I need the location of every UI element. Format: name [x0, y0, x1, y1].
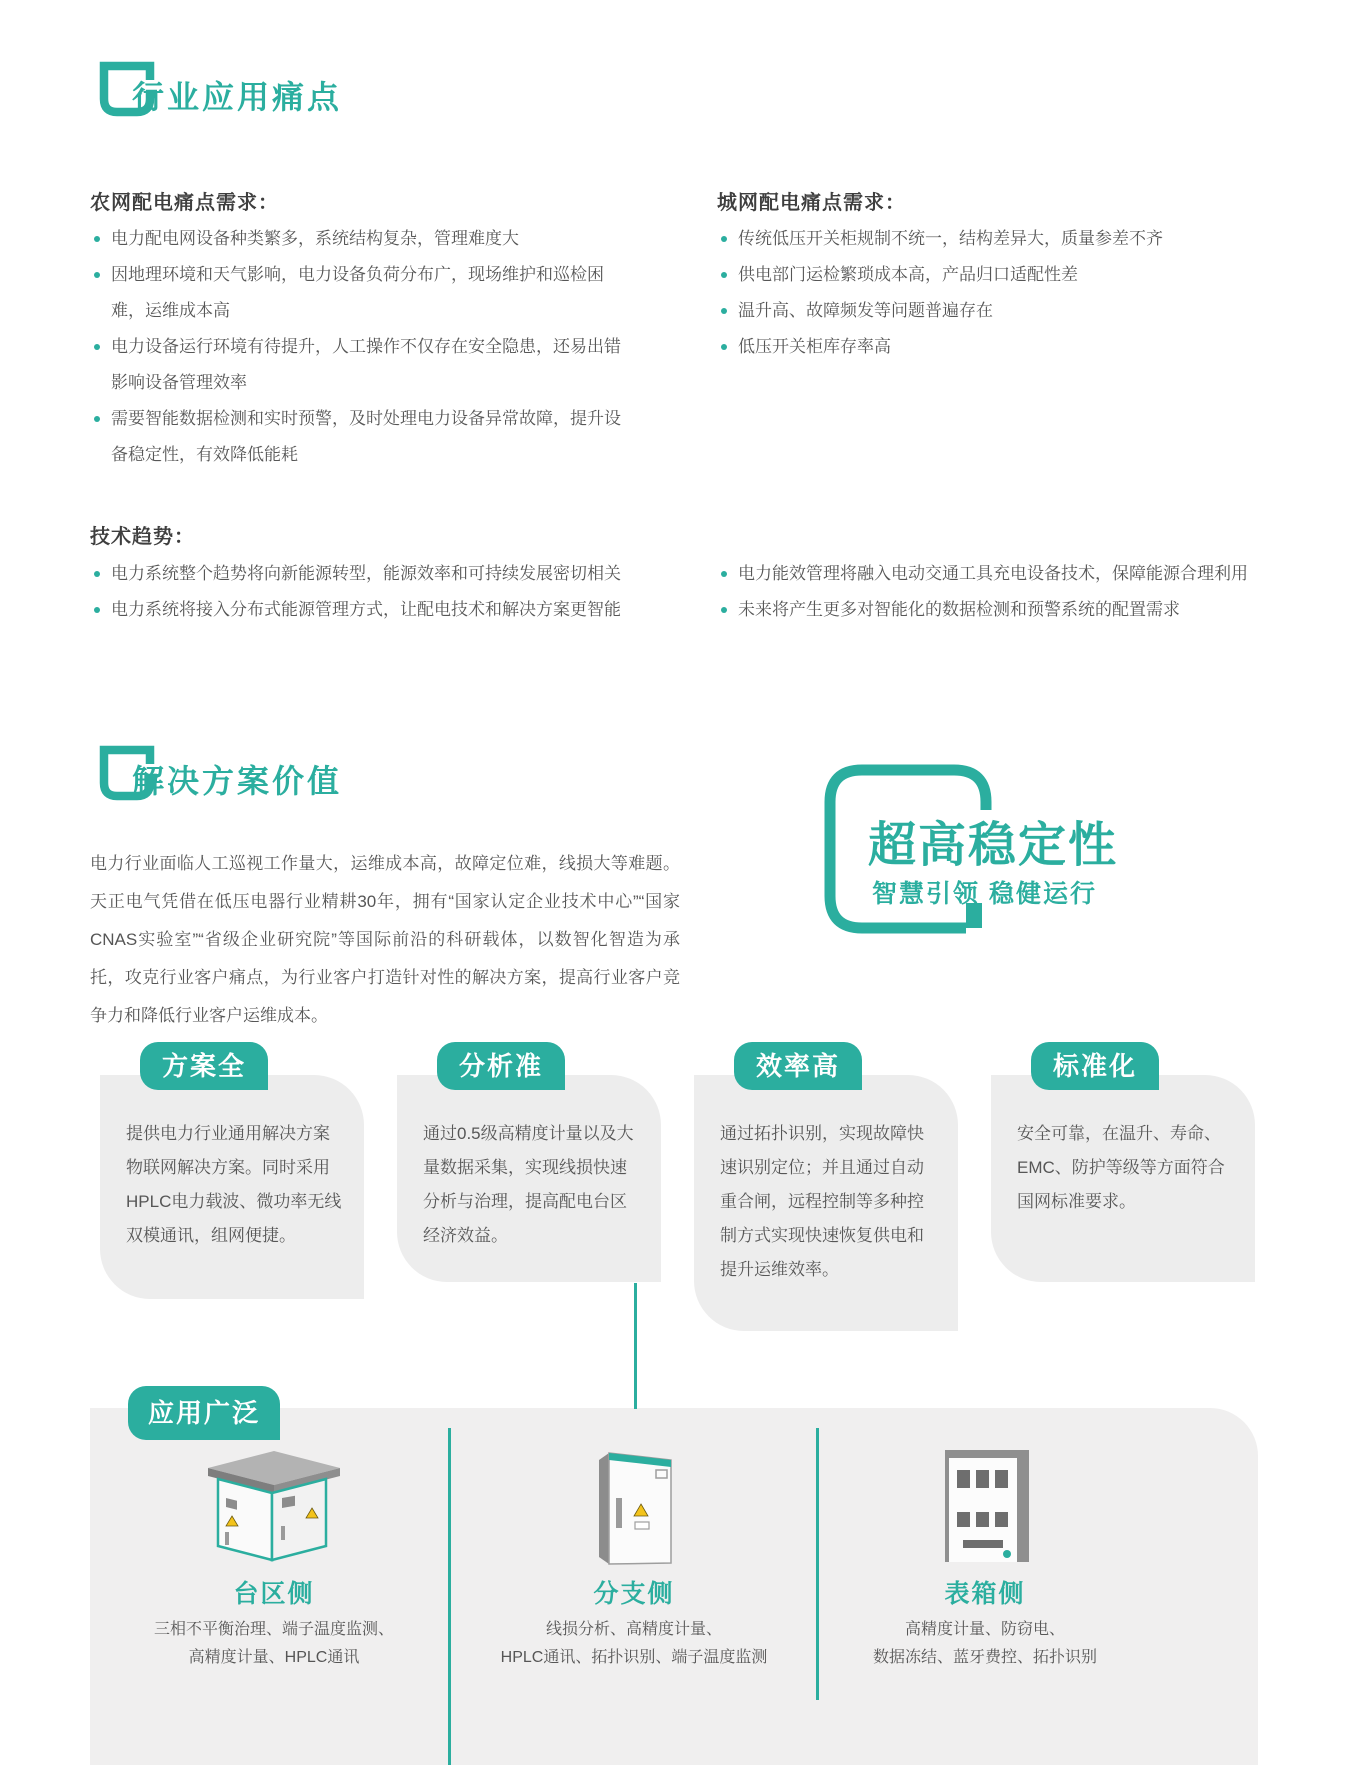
branch-cabinet-icon	[579, 1446, 689, 1568]
app-column-taiqu	[100, 1432, 448, 1672]
meter-box-icon	[935, 1446, 1035, 1568]
applications-badge: 应用广泛	[128, 1386, 280, 1440]
value-section-title: 解决方案价值	[132, 763, 343, 799]
card-tag: 标准化	[1031, 1042, 1159, 1090]
card-body: 提供电力行业通用解决方案物联网解决方案。同时采用HPLC电力载波、微功率无线双模通讯，组网便捷。	[100, 1075, 364, 1299]
desc-line: 高精度计量、HPLC通讯	[188, 1649, 360, 1666]
list-item: 电力系统将接入分布式能源管理方式，让配电技术和解决方案更智能	[92, 592, 712, 628]
list-item: 温升高、故障频发等问题普遍存在	[719, 293, 1264, 329]
box-substation-icon	[194, 1446, 354, 1568]
urban-list	[719, 221, 1264, 365]
list-item: 传统低压开关柜规制不统一，结构差异大，质量参差不齐	[719, 221, 1264, 257]
divider-line	[448, 1428, 451, 1765]
trend-heading: 技术趋势：	[90, 526, 195, 548]
list-item: 低压开关柜库存率高	[719, 329, 1264, 365]
card-body: 通过拓扑识别，实现故障快速识别定位；并且通过自动重合闸，远程控制等多种控制方式实现快速恢复供电和提升运维效率。	[694, 1075, 958, 1331]
trend-list-left	[92, 556, 712, 628]
desc-line: 线损分析、高精度计量、	[545, 1621, 722, 1638]
list-item: 未来将产生更多对智能化的数据检测和预警系统的配置需求	[719, 592, 1279, 628]
stability-headline: 超高稳定性	[868, 819, 1119, 872]
list-item: 因地理环境和天气影响，电力设备负荷分布广，现场维护和巡检困难，运维成本高	[92, 257, 624, 329]
card-tag: 效率高	[734, 1042, 862, 1090]
app-column-label: 台区侧	[233, 1580, 315, 1608]
card-body: 安全可靠，在温升、寿命、EMC、防护等级等方面符合国网标准要求。	[991, 1075, 1255, 1282]
app-column-fenzhi	[452, 1432, 816, 1672]
divider-line	[816, 1428, 819, 1700]
rural-heading: 农网配电痛点需求：	[90, 192, 279, 214]
trend-list-right	[719, 556, 1279, 628]
connector-line	[634, 1283, 637, 1409]
list-item: 电力配电网设备种类繁多，系统结构复杂，管理难度大	[92, 221, 624, 257]
value-paragraph: 电力行业面临人工巡视工作量大，运维成本高，故障定位难，线损大等难题。天正电气凭借在低压电器行业精耕30年，拥有“国家认定企业技术中心”“国家CNAS实验室”“省级企业研究院”等国际前沿的科研载体，以数智化智造为承托，攻克行业客户痛点，为行业客户打造针对性的解决方案，提高行业客户竞争力和降低行业客户运维成本。	[90, 854, 680, 1025]
illustration-wrap	[100, 1432, 448, 1568]
card-body: 通过0.5级高精度计量以及大量数据采集，实现线损快速分析与治理，提高配电台区经济效益。	[397, 1075, 661, 1282]
app-column-desc	[100, 1616, 448, 1672]
desc-line: HPLC通讯、拓扑识别、端子温度监测	[500, 1649, 768, 1666]
card-tag: 分析准	[437, 1042, 565, 1090]
rural-list	[92, 221, 624, 473]
list-item: 电力能效管理将融入电动交通工具充电设备技术，保障能源合理利用	[719, 556, 1279, 592]
app-column-label: 表箱侧	[944, 1580, 1026, 1608]
list-item: 需要智能数据检测和实时预警，及时处理电力设备异常故障，提升设备稳定性，有效降低能耗	[92, 401, 624, 473]
desc-line: 数据冻结、蓝牙费控、拓扑识别	[872, 1649, 1097, 1666]
value-cards	[100, 1042, 1260, 1342]
urban-heading: 城网配电痛点需求：	[717, 192, 906, 214]
stability-subline: 智慧引领 稳健运行	[872, 880, 1097, 908]
list-item: 电力设备运行环境有待提升，人工操作不仅存在安全隐患，还易出错影响设备管理效率	[92, 329, 624, 401]
app-column-desc	[820, 1616, 1150, 1672]
desc-line: 高精度计量、防窃电、	[904, 1621, 1065, 1638]
pain-section-title: 行业应用痛点	[132, 79, 343, 115]
illustration-wrap	[452, 1432, 816, 1568]
card-tag: 方案全	[140, 1042, 268, 1090]
desc-line: 三相不平衡治理、端子温度监测、	[153, 1621, 394, 1638]
app-column-label: 分支侧	[593, 1580, 675, 1608]
list-item: 电力系统整个趋势将向新能源转型，能源效率和可持续发展密切相关	[92, 556, 712, 592]
illustration-wrap	[820, 1432, 1150, 1568]
app-column-desc	[452, 1616, 816, 1672]
app-column-biaoxiang	[820, 1432, 1150, 1672]
list-item: 供电部门运检繁琐成本高，产品归口适配性差	[719, 257, 1264, 293]
